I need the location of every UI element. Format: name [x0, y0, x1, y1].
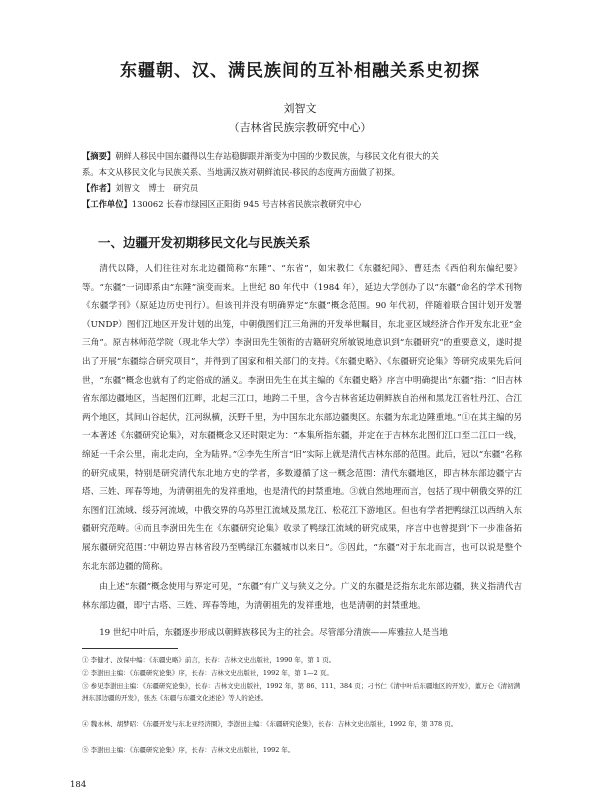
article-title: 东疆朝、汉、满民族间的互补相融关系史初探: [120, 61, 480, 81]
footnote-3: ③ 参见李澍田主编：《东疆研究论集》，长春：吉林文史出版社，1992 年，第 86、111、384 页；刁书仁《清中叶后东疆地区的开发》，董万仑《清初满洲东部边疆的开发》，张杰《东疆与东疆文化述论》等人的论述。: [82, 682, 521, 702]
footnote-5: ⑤ 李澍田主编：《东疆研究论集》序，长春：吉林文史出版社，1992 年。: [82, 746, 295, 754]
unit-info: 130062 长春市绿园区正阳街 945 号吉林省民族宗教研究中心: [131, 199, 362, 209]
body-paragraph-1: 清代以降，人们往往对东北边疆简称“东陲”、“东省”，如宋教仁《东疆纪闻》、曹廷杰《西伯利东偏纪要》等。“东疆”一词即系由“东陲”演变而来。上世纪 80 年代中（1984 年），延边大学创办了以“东疆”命名的学术刊物《东疆学刊》（原延边历史刊行）。但该刊并没有明确界定“东疆”概念范围。90 年代初，伴随着联合国计划开发署（UNDP）图们江地区开发计划的出笼，中朝俄图们江三角洲的开发举世瞩目，东北亚区域经济合作开发东北亚“金三角”。原吉林师范学院（现北华大学）李澍田先生领衔的吉籍研究所敏锐地意识到“东疆研究”的重要意义，遂时提出了开展“东疆综合研究项目”，并得到了国家和相关部门的支持。《东疆史略》、《东疆研究论集》等研究成果先后问世，“东疆”概念也就有了约定俗成的涵义。李澍田先生在其主编的《东疆史略》序言中明确提出“东疆”指：“旧吉林省东部边疆地区，当起图们江畔，北起三江口，地跨二千里，含今吉林省延边朝鲜族自治州和黑龙江省牡丹江、合江两个地区，其间山谷起伏，江河纵横，沃野千里，为中国东北东部边疆奥区。东疆为东北边陲重地。”①在其主编的另一本著述《东疆研究论集》，对东疆概念又还时限定为：“本集所指东疆，并定在于吉林东北图们江口至二江口一线，绵延一千余公里，南北走向，全为陆界。”②李先生所言“旧”实际上就是清代吉林东部的范围。此后，冠以“东疆”名称的研究成果，特别是研究清代东北地方史的学者，多数遵循了这一概念范围：清代东疆地区，即吉林东部边疆宁古塔、三姓、珲春等地，为清朝祖先的发祥重地，也是清代的封禁重地。③就自然地理而言，包括了现中朝俄交界的江东图们江流域、绥芬河流域，中俄交界的乌苏里江流域及黑龙江、松花江下游地区。但也有学者把鸭绿江以西纳入东疆研究范畴。④而且李澍田先生在《东疆研究论集》收录了鸭绿江流域的研究成果，序言中也曾提到‘下一步准备拓展东疆研究范围：’中朝边界吉林省段乃至鸭绿江东疆城市以来日”。⑤因此，“东疆”对于东北而言，也可以说是整个东北东部边疆的简称。: [82, 264, 522, 572]
footnote-2: ② 李澍田主编：《东疆研究论集》序，长春：吉林文史出版社，1992 年，第 1—2 页。: [82, 669, 333, 677]
page-number: 184: [70, 780, 87, 790]
footnote-1: ① 李健才、汝保中编：《东疆史略》前言，长春：吉林文史出版社，1990 年，第 1 页。: [82, 656, 336, 664]
unit-line: [82, 197, 522, 212]
abstract-text-2: 系。本文从移民文化与民族关系、当地满汉族对朝鲜流民-移民的态度两方面做了初探。: [82, 167, 401, 177]
abstract-line-1: [82, 149, 522, 164]
abstract-line-2: [82, 165, 522, 180]
author-info: 刘智文 博士 研究员: [115, 183, 199, 193]
author-name: 刘智文: [283, 102, 317, 115]
abstract-text-1: 朝鲜人移民中国东疆得以生存站稳脚跟并渐变为中国的少数民族，与移民文化有很大的关: [115, 151, 439, 161]
author-label: 【作者】: [82, 183, 116, 193]
unit-label: 【工作单位】: [82, 199, 132, 209]
abstract-label: 【摘要】: [82, 151, 116, 161]
footnote-divider: [82, 648, 178, 649]
body-paragraph-3: 19 世纪中叶后，东疆逐步形成以朝鲜族移民为主的社会。尽管部分清族——库雅拉人是当地: [99, 628, 449, 638]
footnote-4: ④ 魏永林、胡梦昭：《东疆开发与东北亚经济圈》，李澍田主编：《东疆研究论集》，长春：吉林文史出版社，1992 年，第 378 页。: [82, 720, 458, 728]
author-line: [82, 181, 522, 196]
section-heading: 一、边疆开发初期移民文化与民族关系: [98, 235, 311, 250]
body-paragraph-2: 由上述“东疆”概念使用与界定可见，“东疆”有广义与狭义之分。广义的东疆是泛指东北东部边疆，狭义指清代吉林东部边疆，即宁古塔、三姓、珲春等地，为清朝祖先的发祥重地，也是清朝的封禁重地。: [82, 582, 522, 611]
author-affiliation: （吉林省民族宗教研究中心）: [228, 121, 372, 134]
